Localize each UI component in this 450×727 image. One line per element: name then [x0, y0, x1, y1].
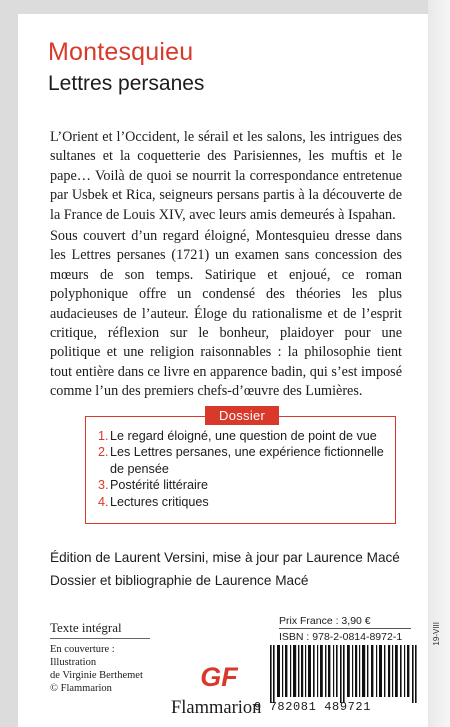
publisher-name: Flammarion: [171, 698, 262, 718]
barcode: [268, 645, 418, 703]
dossier-item-number: 4.: [98, 494, 109, 509]
credit-line: de Virginie Berthemet: [50, 670, 143, 681]
barcode-digits: 9 782081 489721: [254, 700, 372, 714]
blurb-paragraph-2: Sous couvert d’un regard éloigné, Montesquieu dresse dans les Lettres persanes (1721) un examen sans concession des mœurs de son temps. Satirique et enjoué, ce roman polyphonique offre un condensé des théories les plus audacieuses de l’auteur. Éloge du rationalisme et de l’esprit critique, réflexion sur le bonheur, plaidoyer pour une politique et une religion raisonnables : la philosophie tient tout entière dans ce livre en apparence badin, qui s’est imposé comme l’un des premiers chefs-d’œuvre des Lumières.: [50, 228, 402, 400]
dossier-item-text: Les Lettres persanes, une expérience fictionnelle de pensée: [110, 445, 384, 476]
dossier-heading: Dossier: [205, 406, 279, 425]
price-block: [279, 614, 409, 644]
credit-line: © Flammarion: [50, 683, 112, 694]
dossier-item-number: 3.: [98, 478, 109, 493]
author-name: Montesquieu: [48, 38, 194, 66]
edition-line: Édition de Laurent Versini, mise à jour par Laurence Macé: [50, 550, 400, 565]
dossier-item: [98, 494, 388, 510]
dossier-item: [98, 477, 388, 493]
dossier-item-number: 1.: [98, 429, 109, 443]
book-title: Lettres persanes: [48, 72, 205, 95]
isbn: ISBN : 978-2-0814-8972-1: [279, 631, 403, 643]
dossier-item-text: Lectures critiques: [110, 494, 209, 509]
dossier-credit-line: Dossier et bibliographie de Laurence Macé: [50, 573, 309, 588]
dossier-item-number: 2.: [98, 445, 109, 460]
side-code: 19-VIII: [432, 622, 441, 646]
cover-illustration-credits: [50, 643, 143, 695]
dossier-item: [98, 428, 388, 444]
dossier-list: [98, 428, 388, 510]
texte-integral-rule: [50, 638, 150, 639]
credit-line: En couverture :: [50, 644, 115, 655]
edition-credits: [50, 546, 420, 592]
dossier-item: [98, 444, 388, 477]
gf-logo-text: GF: [200, 662, 238, 690]
texte-integral-label: Texte intégral: [50, 620, 122, 635]
blurb-paragraph-1: L’Orient et l’Occident, le sérail et les salons, les intrigues des sultanes et la coquetterie des Parisiennes, les muftis et le pape… Voilà de quoi se nourrit la correspondance entretenue par Usbek et Rica, seigneurs persans partis à la découverte de la France de Louis XIV, avec leurs amis demeurés à Ispahan.: [50, 129, 402, 223]
price: Prix France : 3,90 €: [279, 615, 371, 627]
price-rule: [279, 628, 411, 629]
dossier-item-text: Le regard éloigné, une question de point de vue: [110, 429, 377, 443]
blurb: [50, 128, 402, 404]
dossier-item-text: Postérité littéraire: [110, 478, 208, 493]
gf-logo-icon: [197, 662, 241, 690]
credit-line: Illustration: [50, 657, 97, 668]
spine-edge: [428, 0, 450, 727]
